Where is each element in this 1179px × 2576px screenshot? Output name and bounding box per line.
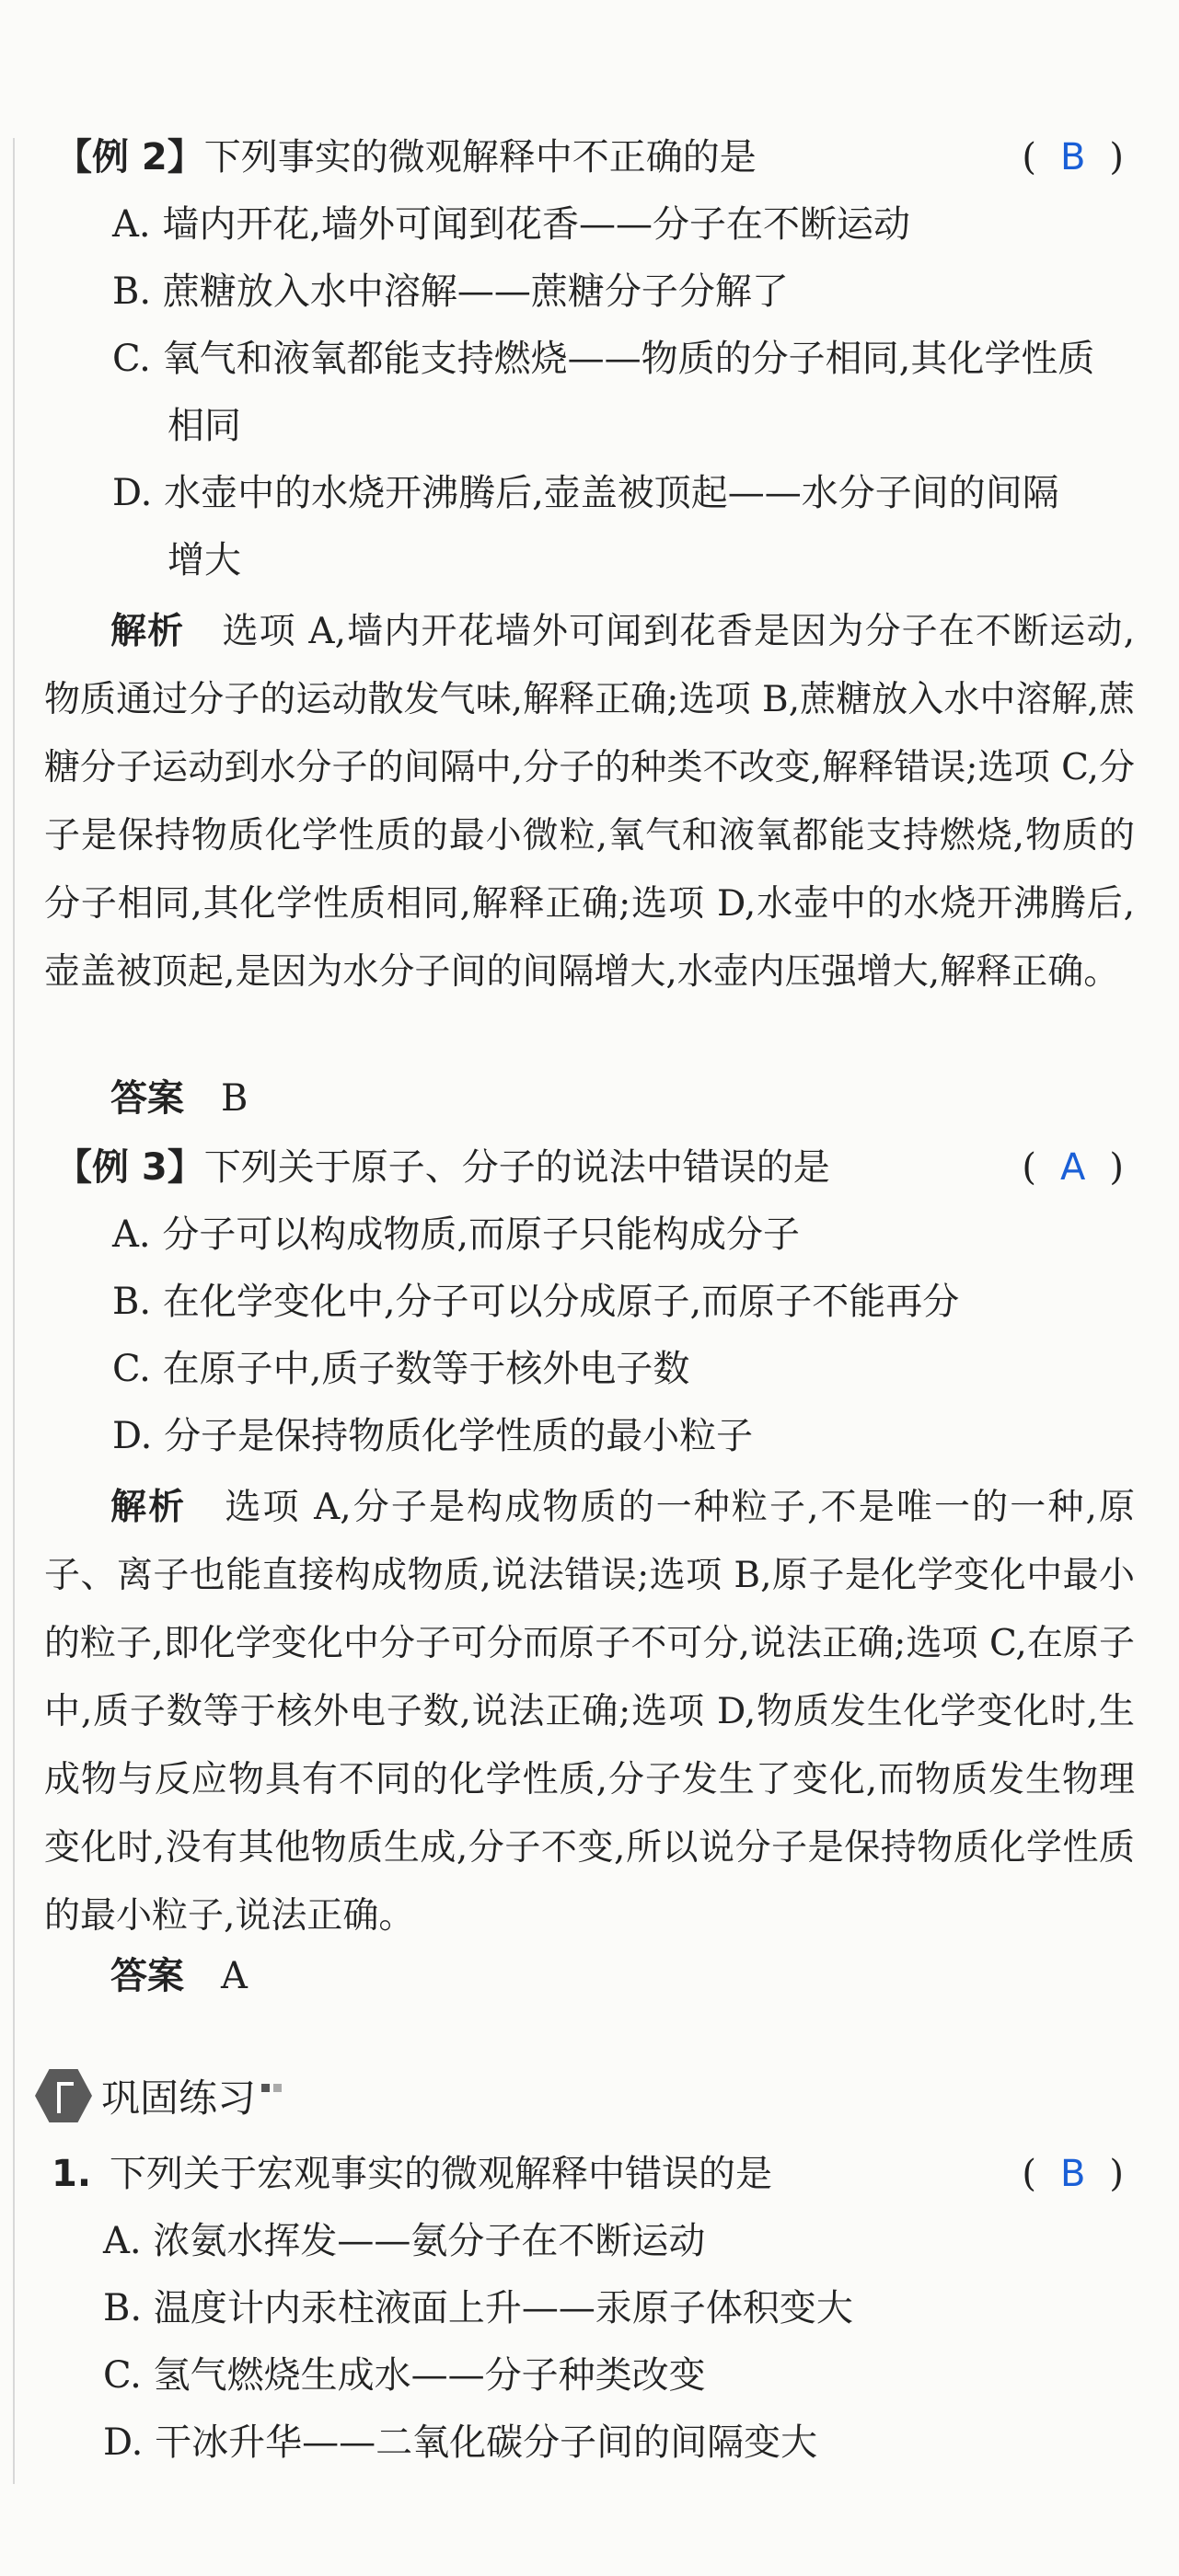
example2-label: 【例 2】 bbox=[55, 136, 204, 178]
decor-dots-icon bbox=[261, 2084, 285, 2092]
paren-close: ) bbox=[1109, 2153, 1124, 2195]
example2-analysis-text: 选项 A,墙内开花墙外可闻到花香是因为分子在不断运动,物质通过分子的运动散发气味,解释正确;选项 B,蔗糖放入水中溶解,蔗糖分子运动到水分子的间隔中,分子的种类不改变,解释错误;选项 C,分子是保持物质化学性质的最小微粒,氧气和液氧都能支持燃烧,物质的分子相同,其化学性质相同,解释正确;选项 D,水壶中的水烧开沸腾后,壶盖被顶起,是因为水分子间的间隔增大,水壶内压强增大,解释正确。 bbox=[44, 611, 1135, 993]
paren-close: ) bbox=[1109, 1146, 1124, 1189]
question1-number: 1. bbox=[52, 2153, 92, 2195]
example3-answer-value: A bbox=[221, 1955, 248, 1997]
example2-answer-value: B bbox=[221, 1077, 249, 1120]
example2-stem bbox=[55, 133, 757, 181]
example3-analysis-label: 解析 bbox=[110, 1487, 187, 1528]
example3-answer bbox=[110, 1952, 248, 2000]
example3-option-a: A. 分子可以构成物质,而原子只能构成分子 bbox=[112, 1213, 801, 1256]
example2-answer-label: 答案 bbox=[110, 1077, 184, 1120]
paren-open: ( bbox=[1022, 2153, 1036, 2195]
paren-open: ( bbox=[1022, 1146, 1037, 1189]
margin-rule bbox=[13, 138, 15, 2484]
paren-close: ) bbox=[1109, 136, 1124, 178]
example3-stem bbox=[55, 1144, 830, 1191]
example3-option-b: B. 在化学变化中,分子可以分成原子,而原子不能再分 bbox=[112, 1281, 960, 1323]
example2-option-d-cont: 增大 bbox=[168, 539, 241, 581]
section-title: 巩固练习 bbox=[101, 2076, 257, 2121]
example2-stem-text: 下列事实的微观解释中不正确的是 bbox=[203, 136, 757, 178]
example2-option-c-cont: 相同 bbox=[168, 405, 241, 447]
example2-answer-letter: B bbox=[1059, 136, 1086, 178]
example3-stem-text: 下列关于原子、分子的说法中错误的是 bbox=[203, 1146, 830, 1189]
paren-open: ( bbox=[1022, 136, 1036, 178]
question1-option-a: A. 浓氨水挥发——氨分子在不断运动 bbox=[103, 2220, 706, 2262]
question1-answer-paren bbox=[1022, 2150, 1124, 2198]
example2-analysis-label: 解析 bbox=[110, 611, 185, 652]
example3-option-d: D. 分子是保持物质化学性质的最小粒子 bbox=[112, 1415, 754, 1457]
example3-answer-label: 答案 bbox=[110, 1955, 184, 1997]
question1-answer-letter: B bbox=[1059, 2153, 1086, 2195]
example3-label: 【例 3】 bbox=[55, 1146, 204, 1189]
example3-answer-paren bbox=[1022, 1144, 1124, 1191]
example2-answer-paren bbox=[1022, 133, 1124, 181]
example3-answer-letter: A bbox=[1060, 1146, 1086, 1189]
question1-option-c: C. 氢气燃烧生成水——分子种类改变 bbox=[103, 2354, 706, 2397]
example2-option-b: B. 蔗糖放入水中溶解——蔗糖分子分解了 bbox=[112, 270, 789, 313]
question1-stem-text: 下列关于宏观事实的微观解释中错误的是 bbox=[110, 2153, 773, 2195]
example3-analysis-text: 选项 A,分子是构成物质的一种粒子,不是唯一的一种,原子、离子也能直接构成物质,说法错误;选项 B,原子是化学变化中最小的粒子,即化学变化中分子可分而原子不可分,说法正确;选项 C,在原子中,质子数等于核外电子数,说法正确;选项 D,物质发生化学变化时,生成物与反应物具有不同的化学性质,分子发生了变化,而物质发生物理变化时,没有其他物质生成,分子不变,所以说分子是保持物质化学性质的最小粒子,说法正确。 bbox=[44, 1487, 1135, 1937]
example2-analysis bbox=[44, 598, 1135, 1006]
hexagon-badge-icon bbox=[35, 2069, 92, 2122]
example2-option-a: A. 墙内开花,墙外可闻到花香——分子在不断运动 bbox=[112, 203, 911, 246]
example2-option-d: D. 水壶中的水烧开沸腾后,壶盖被顶起——水分子间的间隔 bbox=[112, 472, 1059, 514]
example2-option-c: C. 氧气和液氧都能支持燃烧——物质的分子相同,其化学性质 bbox=[112, 338, 1095, 380]
question1-option-d: D. 干冰升华——二氧化碳分子间的间隔变大 bbox=[103, 2421, 818, 2464]
section-header bbox=[35, 2066, 285, 2125]
question1-stem bbox=[52, 2150, 772, 2198]
example3-option-c: C. 在原子中,质子数等于核外电子数 bbox=[112, 1348, 690, 1390]
example3-analysis bbox=[44, 1474, 1135, 1950]
question1-option-b: B. 温度计内汞柱液面上升——汞原子体积变大 bbox=[103, 2287, 853, 2329]
example2-answer bbox=[110, 1075, 248, 1122]
